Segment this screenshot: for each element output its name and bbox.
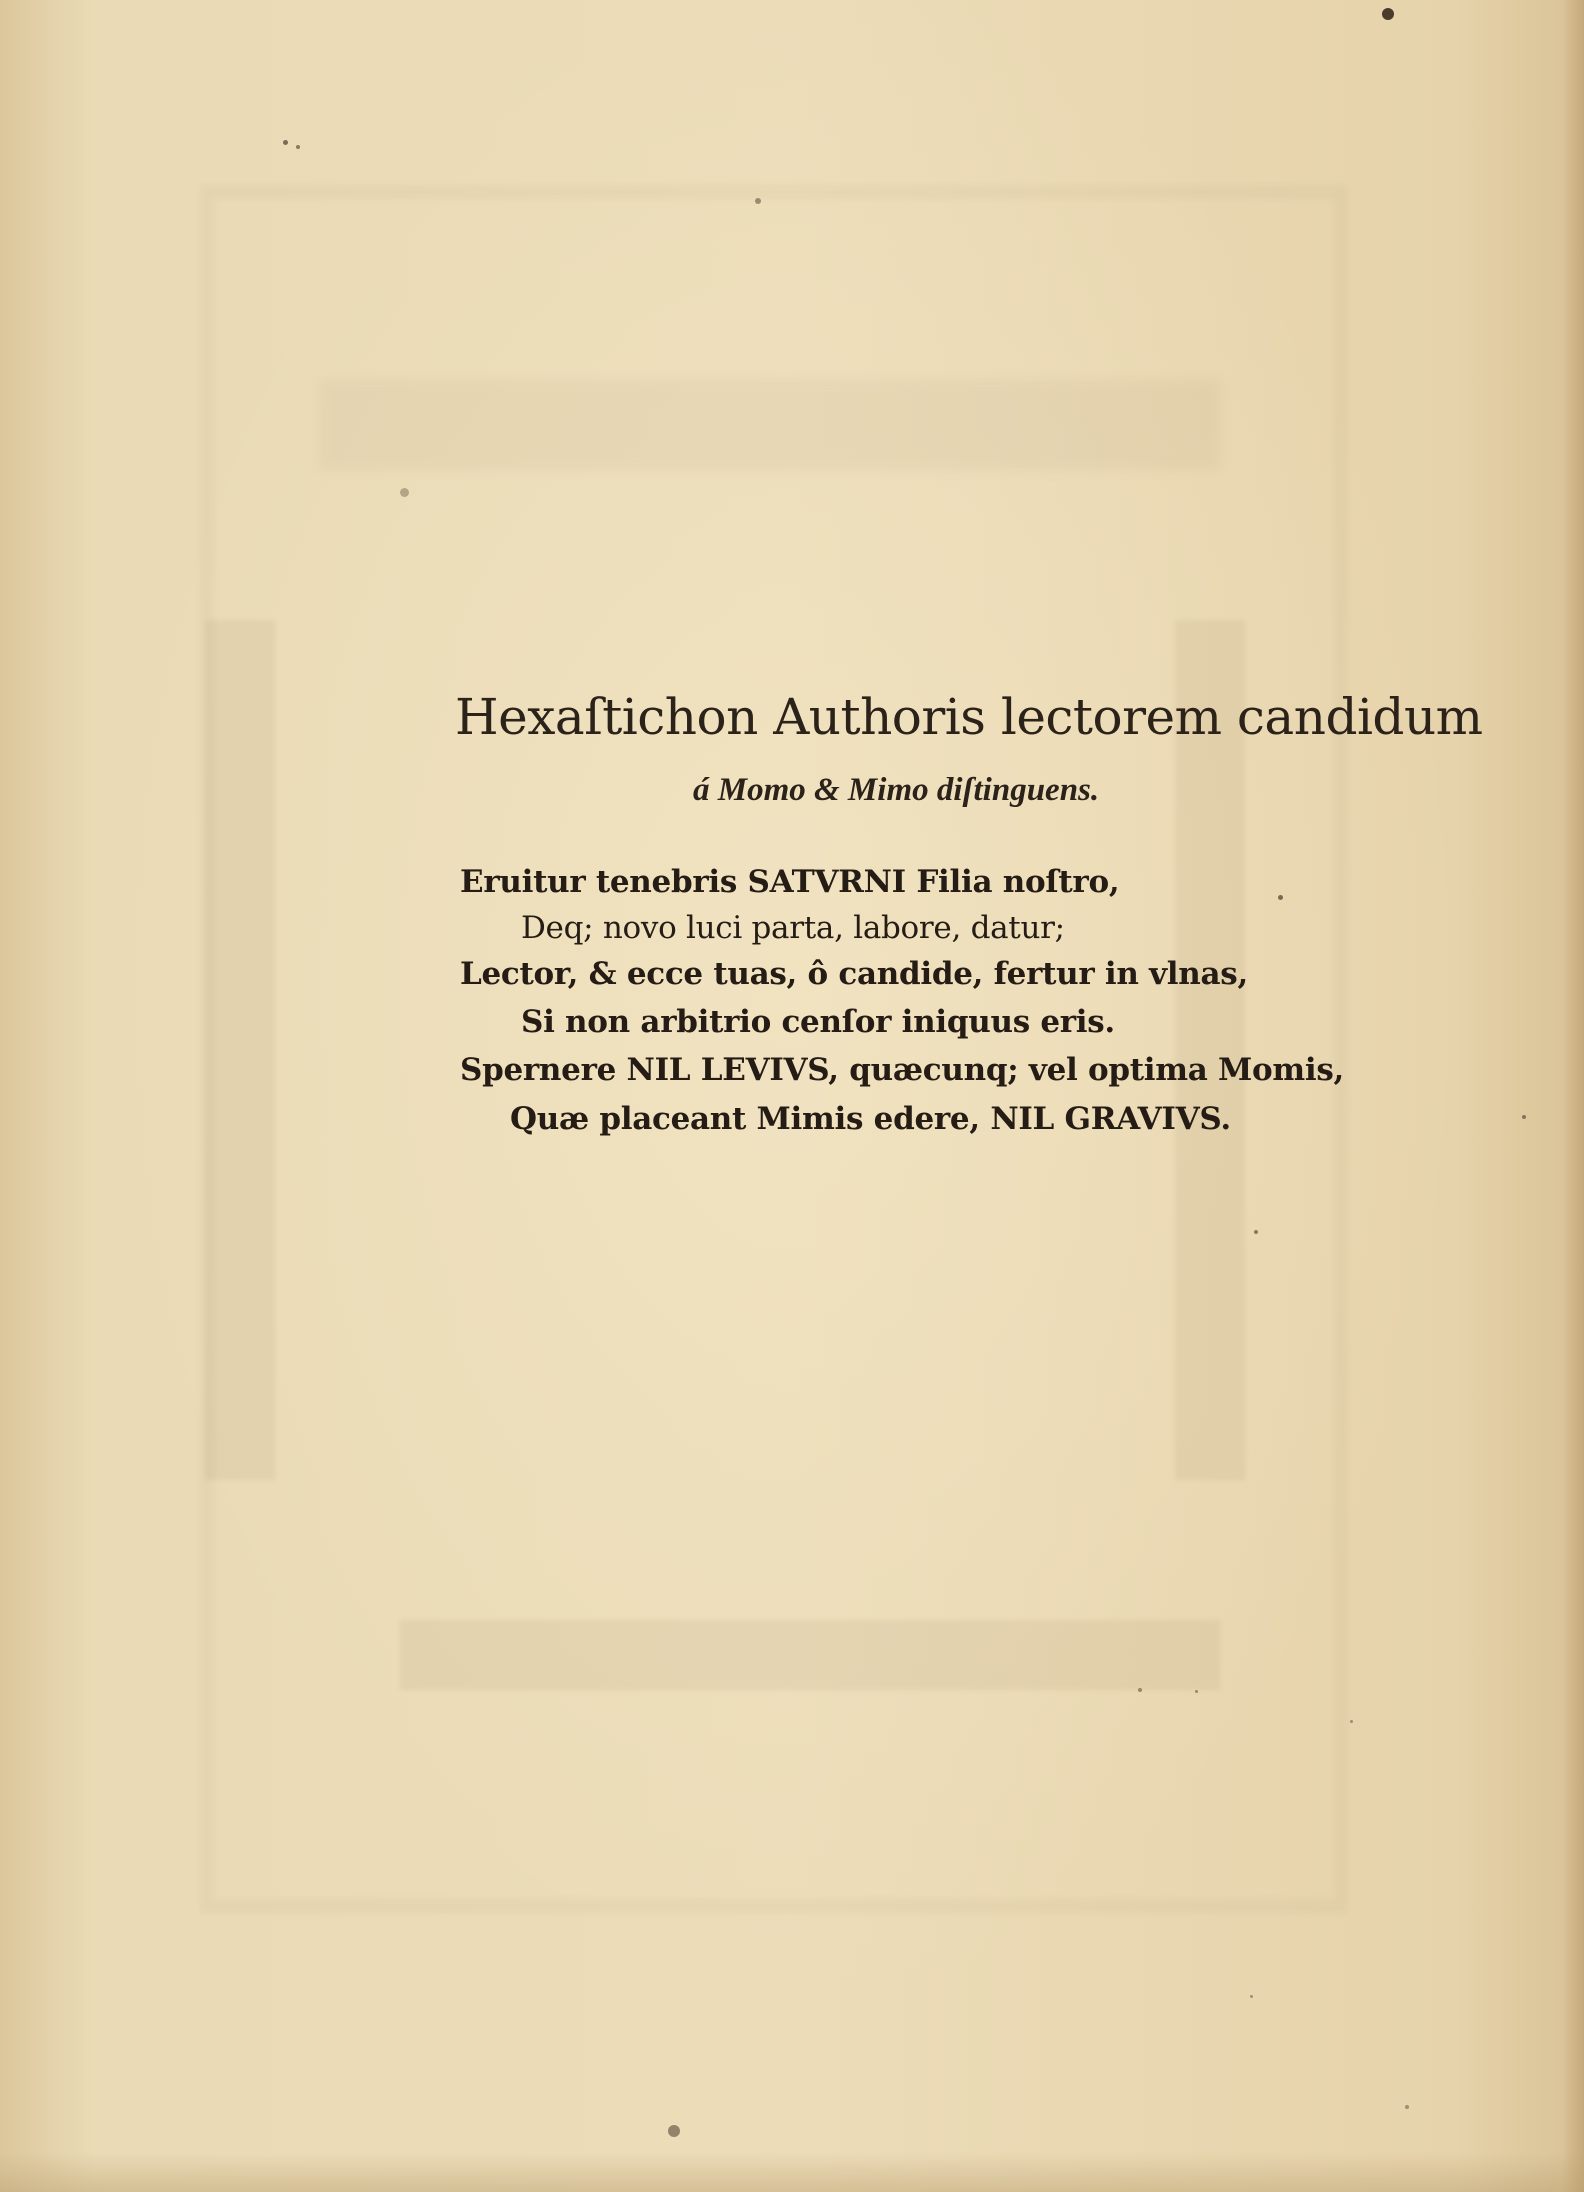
page-title: Hexaſtichon Authoris lectorem candidum xyxy=(455,688,1483,746)
verse-line-3: Lector, & ecce tuas, ô candide, fertur in vlnas, xyxy=(460,956,1248,992)
verse-line-4: Si non arbitrio cenſor iniquus eris. xyxy=(521,1004,1115,1040)
verse-line-1: Eruitur tenebris SATVRNI Filia noſtro, xyxy=(460,864,1120,900)
verse-line-5: Spernere NIL LEVIVS, quæcunq; vel optima Momis, xyxy=(460,1052,1345,1088)
verse-line-2: Deq; novo luci parta, labore, datur; xyxy=(521,910,1065,946)
verse-line-6: Quæ placeant Mimis edere, NIL GRAVIVS. xyxy=(510,1101,1231,1137)
page-subtitle: á Momo & Mimo diſtinguens. xyxy=(693,772,1100,808)
